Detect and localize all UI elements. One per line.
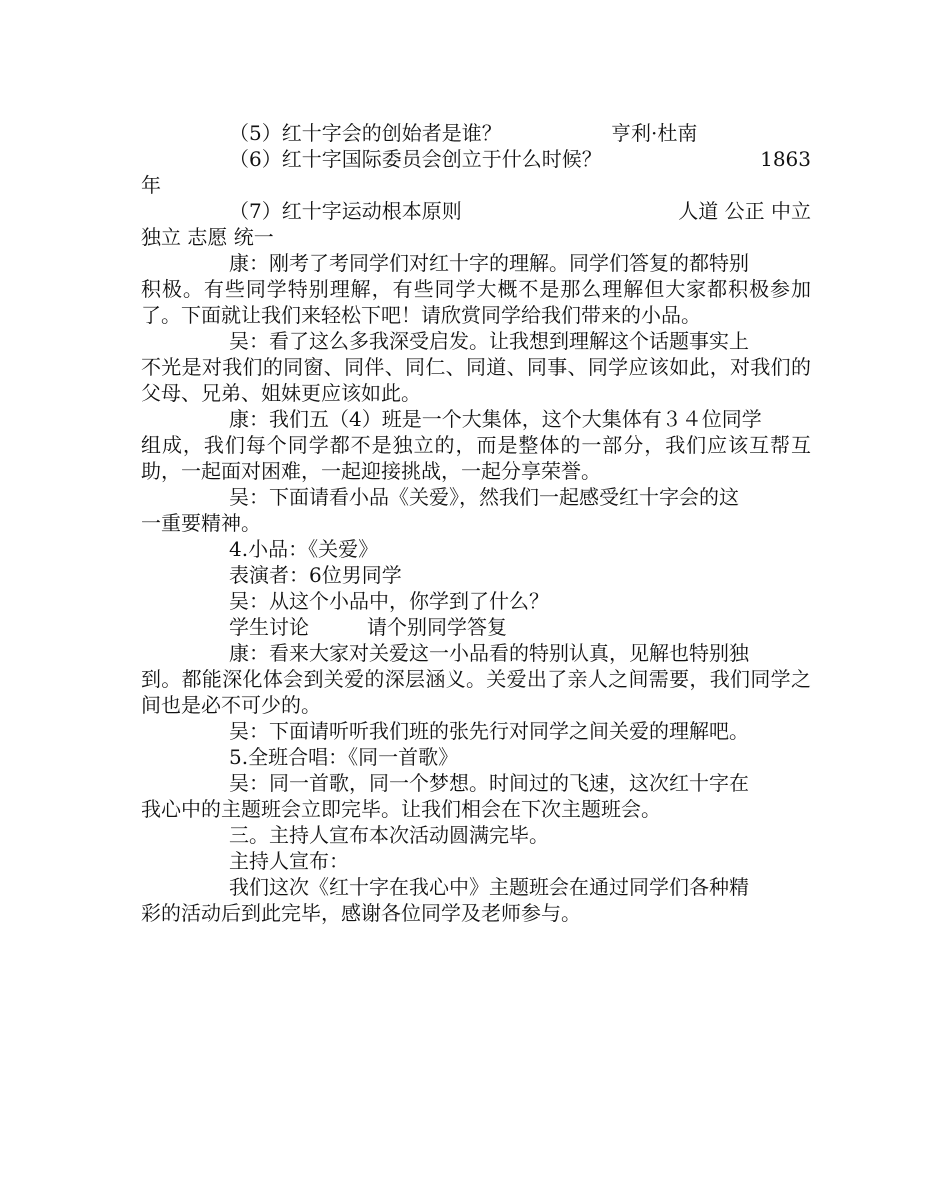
paragraph-text: 组成，我们每个同学都不是独立的，而是整体的一部分，我们应该互帮互助，一起面对困难，一起迎接挑战，一起分享荣誉。 <box>141 433 811 483</box>
paragraph-text: 我心中的主题班会立即完毕。让我们相会在下次主题班会。 <box>141 797 661 821</box>
paragraph-text: 到。都能深化体会到关爱的深层涵义。关爱出了亲人之间需要，我们同学之间也是必不可少的。 <box>141 667 811 717</box>
section-heading: 三。主持人宣布本次活动圆满完毕。 <box>229 823 549 847</box>
quiz-question: （6）红十字国际委员会创立于什么时候？ <box>229 147 602 171</box>
sketch-title: 4.小品：《关爱》 <box>229 537 379 561</box>
paragraph-first-line: 康：看来大家对关爱这一小品看的特别认真，见解也特别独 <box>229 641 749 665</box>
dialogue-paragraph <box>141 640 811 718</box>
paragraph-text: 积极。有些同学特别理解，有些同学大概不是那么理解但大家都积极参加了。下面就让我们来轻松下吧！请欣赏同学给我们带来的小品。 <box>141 277 811 327</box>
quiz-answer: 人道 公正 中立 <box>678 199 811 223</box>
quiz-answer-continuation: 独立 志愿 统一 <box>141 225 274 249</box>
quiz-answer-continuation: 年 <box>141 173 161 197</box>
student-discussion <box>141 614 811 640</box>
sketch-question: 吴：从这个小品中，你学到了什么？ <box>229 589 549 613</box>
paragraph-first-line: 我们这次《红十字在我心中》主题班会在通过同学们各种精 <box>229 875 749 899</box>
dialogue-paragraph <box>141 406 811 484</box>
paragraph-first-line: 吴：看了这么多我深受启发。让我想到理解这个话题事实上 <box>229 329 749 353</box>
discussion-label: 学生讨论 <box>229 615 309 639</box>
paragraph-first-line: 康：刚考了考同学们对红十字的理解。同学们答复的都特别 <box>229 251 749 275</box>
paragraph-first-line: 康：我们五（4）班是一个大集体，这个大集体有３４位同学 <box>229 407 762 431</box>
dialogue-paragraph <box>141 484 811 536</box>
discussion-note: 请个别同学答复 <box>367 615 507 639</box>
paragraph-text: 一重要精神。 <box>141 511 261 535</box>
quiz-item-7 <box>141 198 811 224</box>
paragraph-text: 彩的活动后到此完毕，感谢各位同学及老师参与。 <box>141 901 581 925</box>
quiz-item-5 <box>141 120 811 146</box>
dialogue-paragraph <box>141 328 811 406</box>
sketch-performers: 表演者：6位男同学 <box>229 563 402 587</box>
document-body <box>141 120 811 926</box>
quiz-answer: 1863 <box>760 147 811 171</box>
dialogue-line: 吴：下面请听听我们班的张先行对同学之间关爱的理解吧。 <box>229 719 749 743</box>
dialogue-paragraph <box>141 770 811 822</box>
quiz-question: （7）红十字运动根本原则 <box>229 199 462 223</box>
quiz-question: （5）红十字会的创始者是谁？ <box>229 121 502 145</box>
paragraph-text: 不光是对我们的同窗、同伴、同仁、同道、同事、同学应该如此，对我们的父母、兄弟、姐妹更应该如此。 <box>141 355 811 405</box>
host-announcement-label: 主持人宣布： <box>229 849 349 873</box>
dialogue-paragraph <box>141 250 811 328</box>
closing-paragraph <box>141 874 811 926</box>
quiz-answer: 亨利·杜南 <box>611 121 698 145</box>
paragraph-first-line: 吴：同一首歌，同一个梦想。时间过的飞速，这次红十字在 <box>229 771 749 795</box>
paragraph-first-line: 吴：下面请看小品《关爱》，然我们一起感受红十字会的这 <box>229 485 739 509</box>
quiz-item-6 <box>141 146 811 172</box>
chorus-title: 5.全班合唱：《同一首歌》 <box>229 745 459 769</box>
